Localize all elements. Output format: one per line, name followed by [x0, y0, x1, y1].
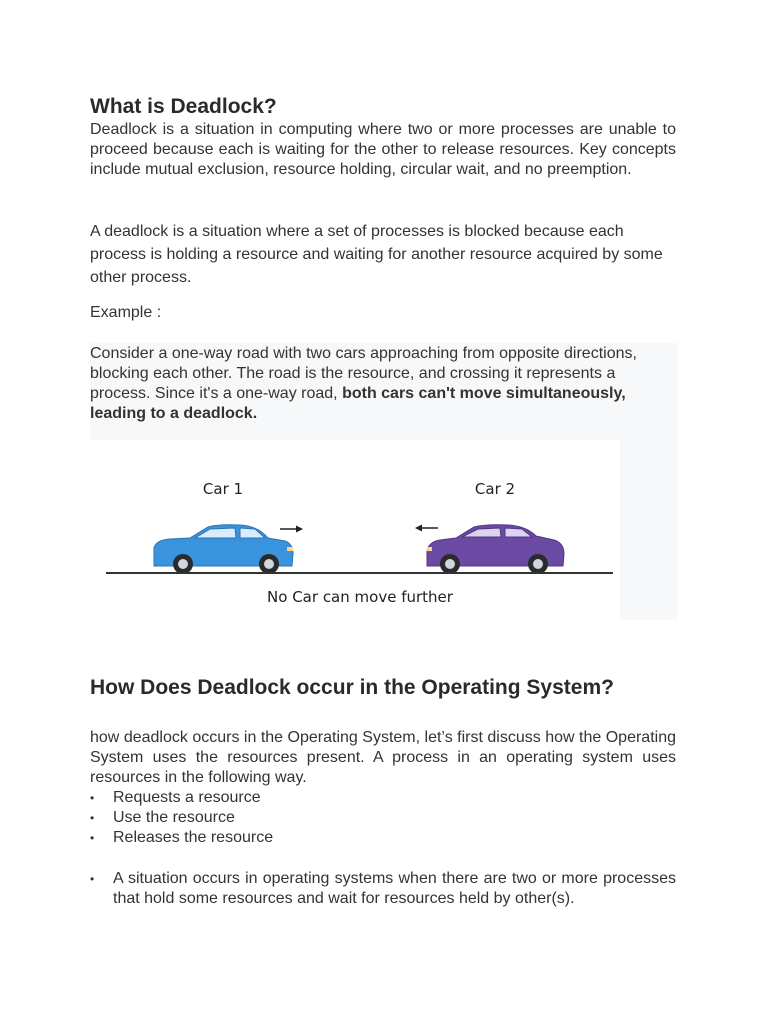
os-paragraph: how deadlock occurs in the Operating System, let’s first discuss how the Operating System uses the resources present. A process in an operating system uses resources in the following way.	[90, 729, 676, 786]
resource-steps-list	[90, 788, 676, 848]
right-arrow-icon	[280, 526, 303, 533]
deadlock-illustration	[90, 440, 620, 620]
bullet: •	[90, 791, 95, 805]
list-item: • Use the resource	[90, 809, 235, 826]
car1-label: Car 1	[202, 480, 244, 498]
list-item: • Releases the resource	[90, 829, 274, 846]
list-item	[90, 869, 676, 909]
example-text: Consider a one-way road with two cars approaching from opposite directions, blocking each other. The road is the resource, and crossing it represents a process. Since it's a one-way road,	[90, 345, 637, 402]
intro-paragraph: Deadlock is a situation in computing where two or more processes are unable to proceed because each is waiting for the other to release resources. Key concepts include mutual exclusion, resource holding, circular wait, and no preemption.	[90, 121, 676, 178]
section-heading: How Does Deadlock occur in the Operating System?	[90, 676, 614, 699]
example-bold-text: both cars can't move simultaneously, leading to a deadlock.	[90, 385, 626, 422]
situation-text: A situation occurs in operating systems when there are two or more processes that hold some resources and wait for resources held by other(s).	[113, 870, 676, 907]
figure-caption: No Car can move further	[267, 588, 453, 606]
bullet: •	[90, 811, 95, 825]
deadlock-figure-svg	[90, 440, 620, 620]
definition-paragraph: A deadlock is a situation where a set of processes is blocked because each process is holding a resource and waiting for another resource acquired by some other process.	[90, 223, 663, 286]
example-paragraph	[90, 344, 650, 424]
left-arrow-icon	[415, 525, 438, 532]
bullet: •	[90, 831, 95, 845]
bullet: •	[90, 872, 95, 886]
example-label: Example :	[90, 304, 162, 321]
page-title: What is Deadlock?	[90, 95, 277, 118]
car2-image	[427, 525, 564, 574]
car2-label: Car 2	[474, 480, 516, 498]
list-item: • Requests a resource	[90, 789, 261, 806]
situation-list	[90, 869, 676, 909]
car1-image	[154, 525, 293, 574]
